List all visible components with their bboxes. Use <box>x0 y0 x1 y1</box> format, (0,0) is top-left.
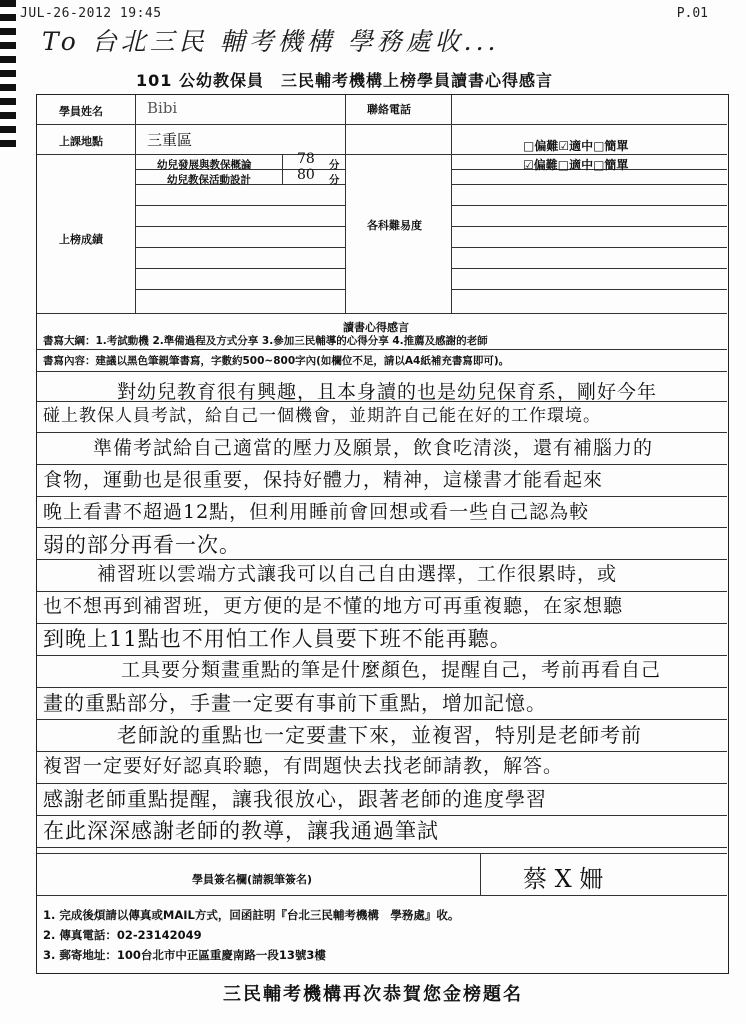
footer-line-3: 3. 郵寄地址：100台北市中正區重慶南路一段13號3樓 <box>43 948 326 962</box>
fax-page-number: P.01 <box>676 6 708 21</box>
handwritten-recipient: To 台北三民 輔考機構 學務處收... <box>42 27 500 56</box>
ruled-line <box>37 527 727 528</box>
student-name-value: Bibi <box>147 99 178 117</box>
phone-label: 聯絡電話 <box>367 103 411 116</box>
difficulty-label: 各科難易度 <box>367 219 422 232</box>
subject-1-label: 幼兒發展與教保概論 <box>157 159 252 171</box>
results-label: 上榜成績 <box>59 233 103 246</box>
essay-line: 晚上看書不超過12點，但利用睡前會回想或看一些自己認為較 <box>43 501 590 523</box>
row-divider <box>135 205 345 206</box>
col-divider <box>451 95 452 313</box>
essay-line: 食物，運動也是很重要，保持好體力，精神，這樣書才能看起來 <box>43 469 604 491</box>
row-divider <box>37 124 727 125</box>
difficulty-row-2: ☑偏難□適中□簡單 <box>523 158 629 172</box>
row-divider <box>37 349 727 350</box>
subject-2-unit: 分 <box>329 174 340 186</box>
row-divider <box>451 184 727 185</box>
row-divider <box>451 226 727 227</box>
form-frame <box>36 94 729 974</box>
essay-line: 感謝老師重點提醒，讓我很放心，跟著老師的進度學習 <box>43 787 547 811</box>
row-divider <box>135 226 345 227</box>
fax-timestamp: JUL-26-2012 19:45 <box>20 6 162 21</box>
essay-line: 準備考試給自己適當的壓力及願景，飲食吃清淡，還有補腦力的 <box>93 437 654 459</box>
row-divider <box>451 268 727 269</box>
col-divider <box>345 95 346 313</box>
subject-1-unit: 分 <box>329 159 340 171</box>
row-divider <box>451 247 727 248</box>
row-divider <box>451 205 727 206</box>
row-divider <box>135 289 345 290</box>
subject-1-score: 78 <box>297 151 315 167</box>
col-divider <box>135 95 136 313</box>
essay-line: 在此深深感謝老師的教導，讓我通過筆試 <box>43 819 439 843</box>
essay-heading: 讀書心得感言 <box>343 321 409 334</box>
student-name-label: 學員姓名 <box>59 105 103 118</box>
row-divider <box>135 247 345 248</box>
essay-line: 複習一定要好好認真聆聽，有問題快去找老師請教，解答。 <box>43 755 564 777</box>
row-divider <box>37 313 727 314</box>
essay-line: 弱的部分再看一次。 <box>43 533 241 557</box>
essay-line: 碰上教保人員考試，給自己一個機會，並期許自己能在好的工作環境。 <box>43 406 601 426</box>
form-title: 101 公幼教保員 三民輔考機構上榜學員讀書心得感言 <box>136 71 553 90</box>
location-label: 上課地點 <box>59 135 103 148</box>
footer-line-1: 1. 完成後煩請以傳真或MAIL方式，回函註明『台北三民輔考機構 學務處』收。 <box>43 908 460 922</box>
essay-line: 也不想再到補習班，更方便的是不懂的地方可再重複聽，在家想聽 <box>43 595 624 617</box>
ruled-line <box>37 847 727 848</box>
row-divider <box>37 154 727 155</box>
essay-line: 補習班以雲端方式讓我可以自己自由選擇，工作很累時，或 <box>97 563 618 585</box>
footer-line-2: 2. 傳真電話：02-23142049 <box>43 928 202 942</box>
essay-line: 到晚上11點也不用怕工作人員要下班不能再聽。 <box>43 627 512 651</box>
row-divider <box>37 895 727 896</box>
difficulty-row-1: □偏難☑適中□簡單 <box>523 139 629 153</box>
signature-label: 學員簽名欄(請親筆簽名) <box>192 873 313 886</box>
essay-content-note: 書寫內容：建議以黑色筆親筆書寫，字數約500~800字內(如欄位不足，請以A4紙補充書寫即可)。 <box>43 355 510 367</box>
location-value: 三重區 <box>147 131 193 149</box>
essay-line: 對幼兒教育很有興趣，且本身讀的也是幼兒保育系，剛好今年 <box>117 381 658 403</box>
subject-2-label: 幼兒教保活動設計 <box>167 174 251 186</box>
col-divider <box>480 853 481 895</box>
essay-line: 工具要分類畫重點的筆是什麼顏色，提醒自己，考前再看自己 <box>121 659 662 681</box>
row-divider <box>451 289 727 290</box>
essay-line: 畫的重點部分，手畫一定要有事前下重點，增加記憶。 <box>43 691 547 715</box>
signature-name: 蔡 X 姍 <box>523 865 604 893</box>
row-divider <box>135 268 345 269</box>
ruled-line <box>37 371 727 372</box>
row-divider <box>37 853 727 854</box>
subject-2-score: 80 <box>297 167 315 183</box>
essay-line: 老師說的重點也一定要畫下來，並複習，特別是老師考前 <box>117 723 642 747</box>
essay-outline: 書寫大綱：1.考試動機 2.準備過程及方式分享 3.參加三民輔導的心得分享 4.推薦及感謝的老師 <box>43 335 488 347</box>
fax-edge-marks <box>0 0 16 150</box>
closing-message: 三民輔考機構再次恭賀您金榜題名 <box>223 984 523 1005</box>
